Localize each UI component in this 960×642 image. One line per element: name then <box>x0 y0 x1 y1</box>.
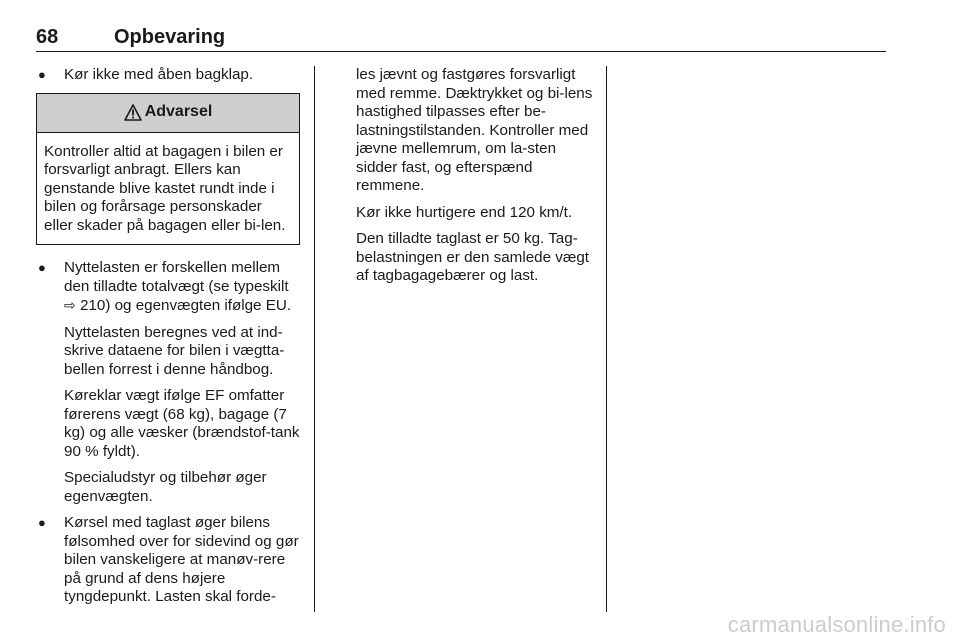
paragraph-special-equipment: Specialudstyr og tilbehør øger egenvægten. <box>64 469 267 505</box>
page-header <box>36 26 886 52</box>
page-number: 68 <box>36 26 59 48</box>
paragraph-roof-load-limit: Den tilladte taglast er 50 kg. Tag-belastningen er den samlede vægt af tagbagagebærer og last. <box>356 230 590 284</box>
section-title: Opbevaring <box>114 26 226 48</box>
warning-title: Advarsel <box>144 103 213 121</box>
column-1 <box>36 66 300 615</box>
paragraph-max-speed: Kør ikke hurtigere end 120 km/t. <box>356 203 573 221</box>
payload-text-1: Nyttelasten er forskellen mellem den tilladte totalvægt (se typeskilt <box>64 259 289 295</box>
watermark: carmanualsonline.info <box>727 612 946 637</box>
reference-arrow-icon: ⇨ <box>64 297 76 313</box>
payload-text-2: ) og egenvægten ifølge EU. <box>105 297 292 314</box>
column-divider-2 <box>606 66 607 612</box>
paragraph-load-continued: les jævnt og fastgøres forsvarligt med remme. Dæktrykket og bi-lens hastighed tilpasses efter be-lastningstilstanden. Kontroller med jævne mellemrum, om la-sten sidder fast, og efterspænd remmene. <box>356 66 593 194</box>
column-divider-1 <box>314 66 315 612</box>
header-divider <box>36 51 886 52</box>
paragraph-payload-calculation: Nyttelasten beregnes ved at ind-skrive dataene for bilen i vægtta-bellen forrest i denne håndbog. <box>64 323 285 378</box>
warning-text: Kontroller altid at bagagen i bilen er forsvarligt anbragt. Ellers kan genstande blive kastet rundt inde i bilen og forårsage personskader eller skader på bagagen eller bi-len. <box>44 142 286 234</box>
column-2 <box>356 66 596 294</box>
bullet-item-roof-load: ● Kørsel med taglast øger bilens følsomhed over for sidevind og gør bilen vanskeligere at manøv-rere på grund af dens højere tyngdepunkt. Lasten skal forde- <box>36 514 300 607</box>
warning-header <box>37 94 299 133</box>
warning-box <box>36 93 300 246</box>
reference-page-link[interactable]: 210 <box>79 297 106 314</box>
paragraph-curb-weight: Køreklar vægt ifølge EF omfatter førerens vægt (68 kg), bagage (7 kg) og alle væsker (brændstof-tank 90 % fyldt). <box>64 387 300 460</box>
warning-triangle-icon <box>124 104 142 121</box>
bullet-item-open-tailgate: ● Kør ikke med åben bagklap. <box>36 66 300 85</box>
bullet-item-payload <box>36 259 300 316</box>
